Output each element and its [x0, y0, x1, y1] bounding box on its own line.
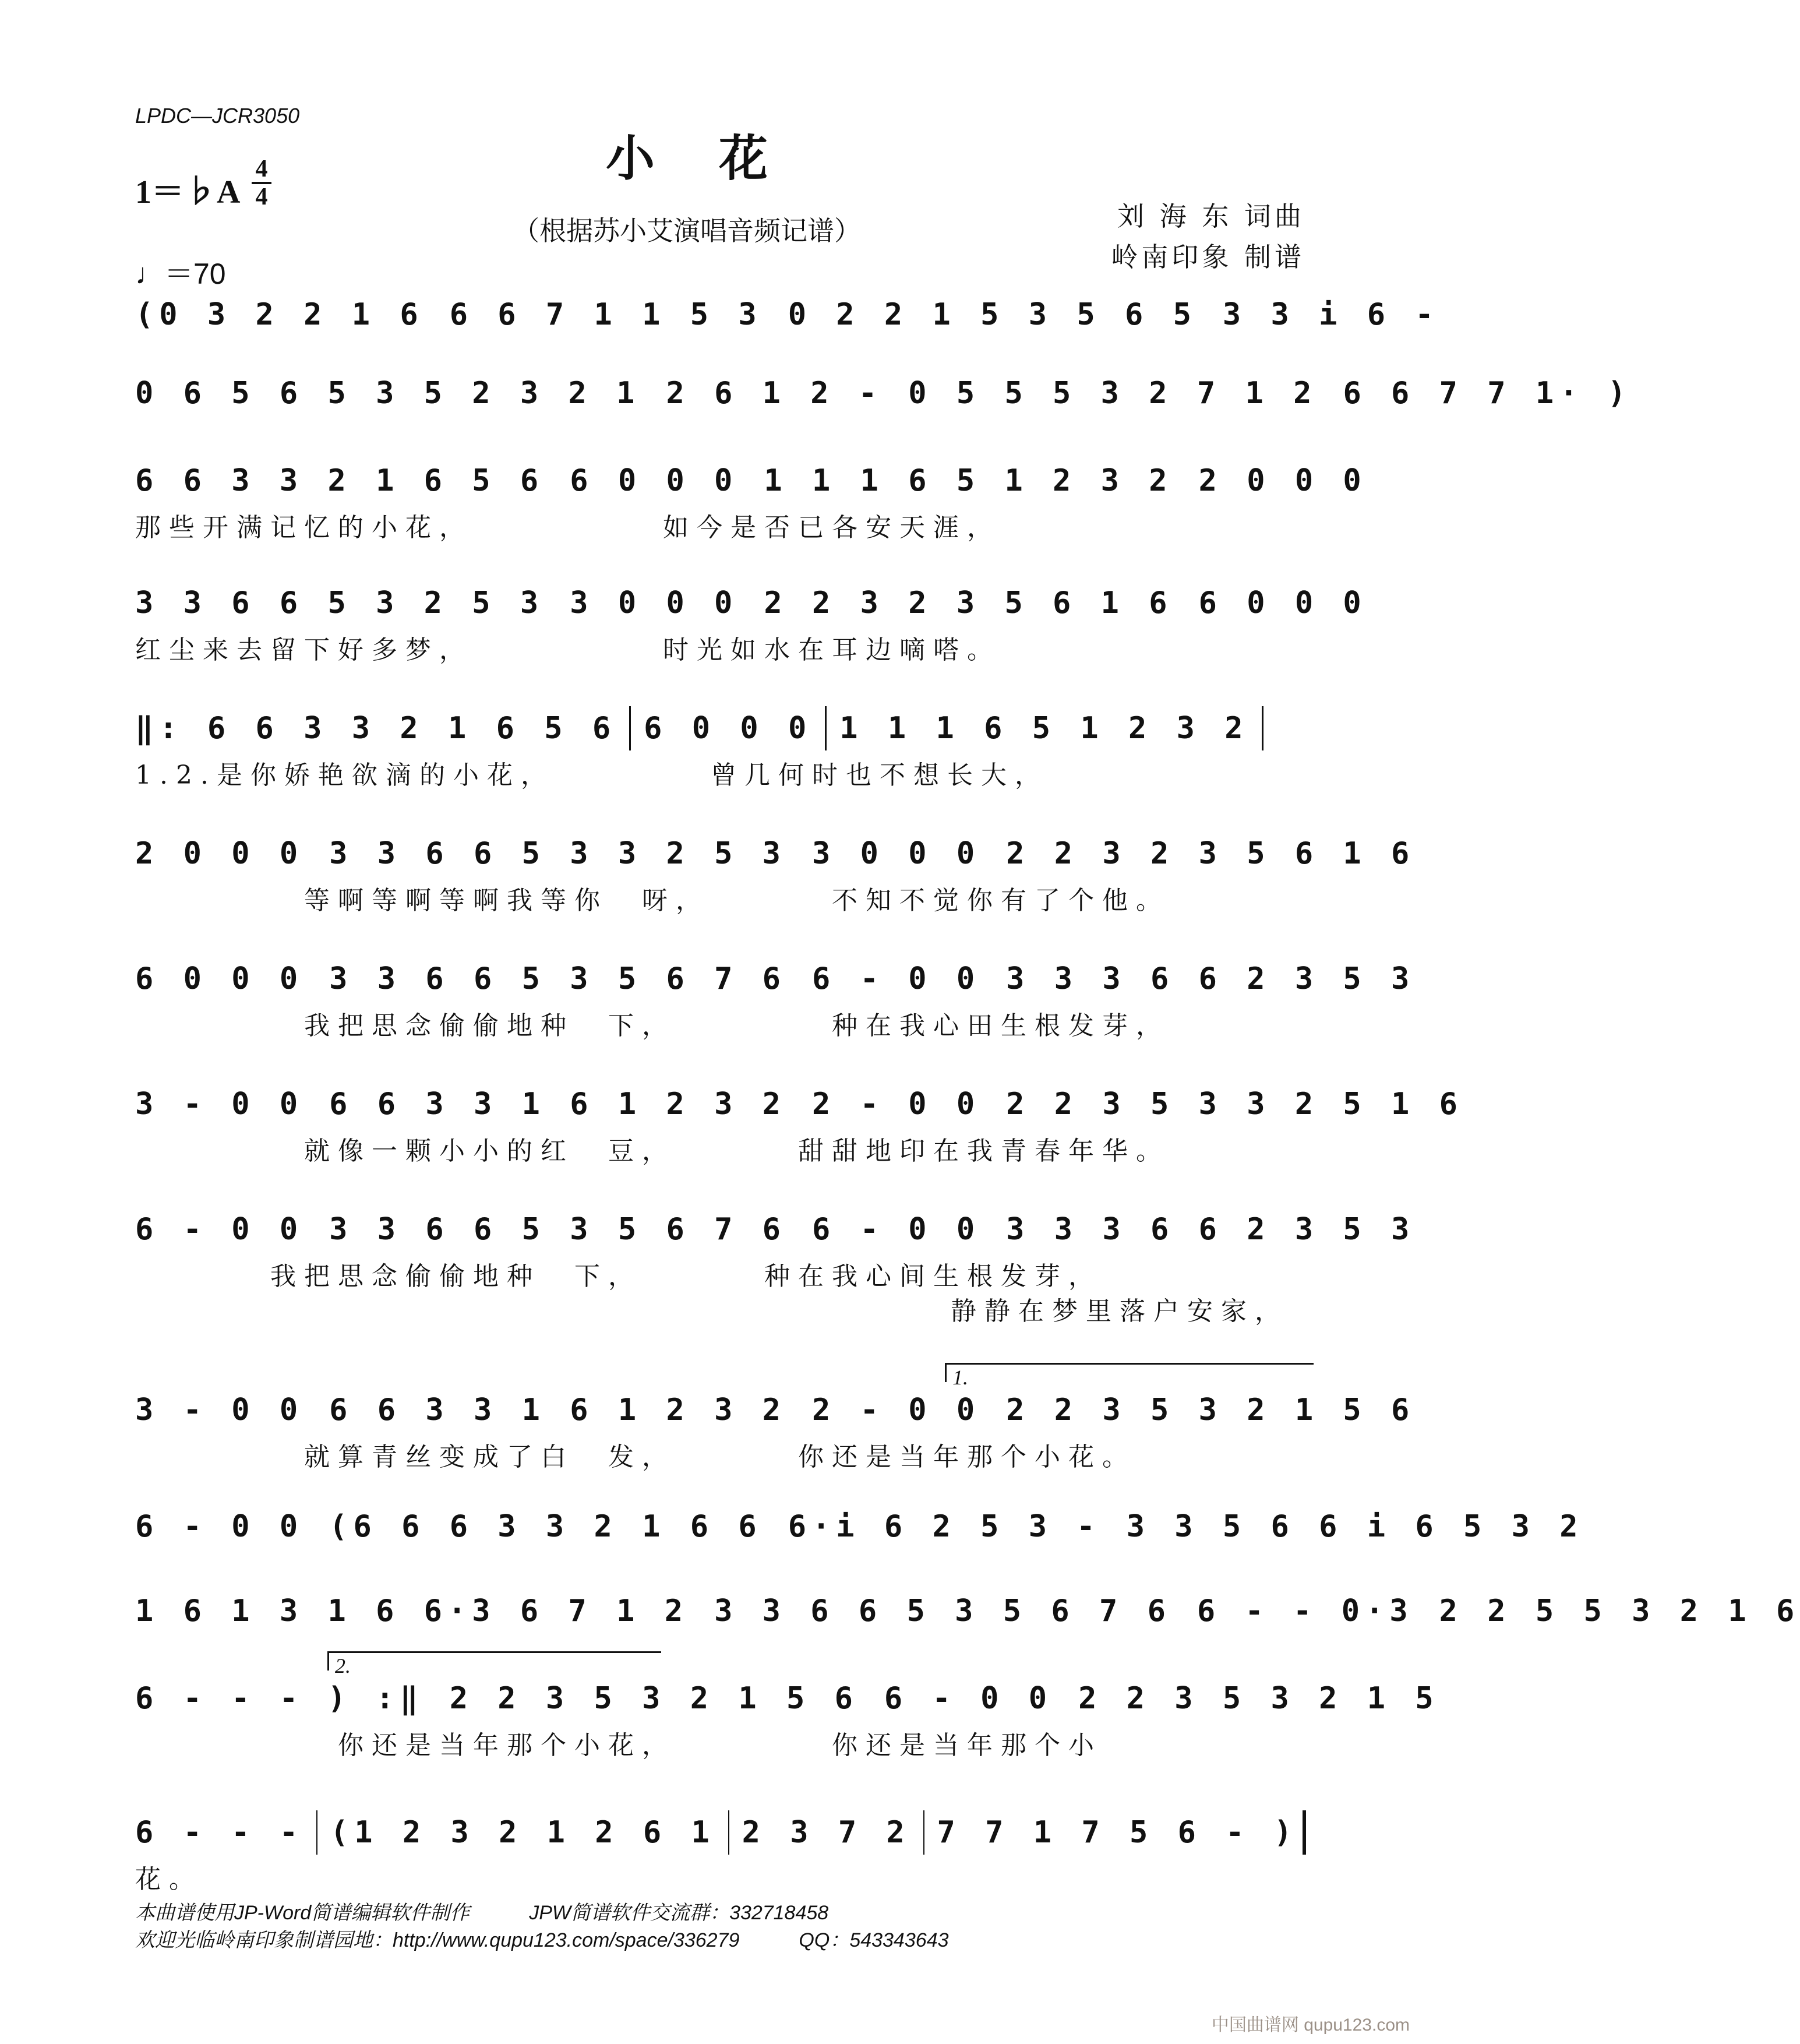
note-row — [135, 1390, 1416, 1430]
lyric-line: 红尘来去留下好多梦， 时光如水在耳边嘀嗒。 — [135, 635, 1001, 665]
measure: 6 - 0 0 — [135, 1212, 304, 1247]
barline — [1303, 1810, 1306, 1855]
measure: (1 2 3 2 1 2 6 1 — [330, 1815, 715, 1850]
measure: 3 - 0 0 — [135, 1393, 304, 1428]
lyric-line-alt: 静静在梦里落户安家， — [951, 1296, 1289, 1326]
staff-line — [135, 1654, 1439, 1762]
measure: 7 7 1 7 5 6 - ) — [937, 1815, 1298, 1850]
barline — [1262, 706, 1263, 750]
note-row — [135, 958, 1416, 999]
barline — [629, 706, 631, 750]
score-code: LPDC—JCR3050 — [135, 104, 300, 128]
measure: 6·i 6 2 5 3 - — [788, 1509, 1101, 1544]
measure: 2 2 3 2 3 5 6 1 6 — [1006, 836, 1416, 871]
measure: 3 3 3 6 6 2 3 5 3 — [1006, 1212, 1416, 1247]
staff-line — [135, 1366, 1416, 1474]
measure: 3 3 6 6 5 3 5 6 7 6 — [329, 1212, 786, 1247]
measure: 3 3 3 6 6 2 3 5 3 — [1006, 961, 1416, 996]
staff-line — [135, 708, 1306, 792]
staff-line — [135, 833, 1416, 917]
note-row — [135, 294, 1439, 335]
measure: 6 - 0 0 — [884, 1681, 1053, 1716]
measure: 6 0 0 0 — [570, 463, 739, 498]
lyric-line: 我把思念偷偷地种 下， 种在我心间生根发芽， — [135, 1261, 1102, 1291]
measure: 1 6 1 3 1 6 6·3 6 7 1 2 — [135, 1594, 689, 1629]
measure: 3 3 5 6 6 i 6 5 3 2 — [1126, 1509, 1584, 1544]
measure: 3 0 0 0 — [811, 836, 981, 871]
measure: 2 2 3 5 3 2 1 5 — [1078, 1681, 1439, 1716]
measure: ‖: 6 6 3 3 2 1 6 5 6 — [135, 711, 617, 746]
measure: 6 - 0 0 — [811, 961, 981, 996]
measure: 3 3 6 6 5 3 5 6 7 6 — [714, 1594, 1171, 1629]
measure: 3 3 i 6 - — [1222, 297, 1439, 332]
credit-lyricist-composer: 刘 海 东 词曲 — [1117, 200, 1305, 232]
time-signature — [252, 156, 271, 210]
measure: 6 0 0 0 — [135, 961, 304, 996]
measure: 2 0 0 0 — [135, 836, 304, 871]
measure: 2 2 3 2 3 5 6 1 6 — [764, 586, 1173, 621]
measure: 3 3 6 6 5 3 3 2 5 3 — [329, 836, 786, 871]
measure: 2 - 0 0 — [811, 1393, 981, 1428]
lyric-line: 花。 — [135, 1865, 203, 1894]
lyric-line: 你还是当年那个小花， 你还是当年那个小 — [135, 1731, 1102, 1760]
measure: (6 6 6 3 3 2 1 6 6 — [329, 1509, 763, 1544]
note-row — [135, 708, 1306, 749]
note-row — [135, 373, 1632, 414]
measure: 6 - - - ) :‖ — [135, 1681, 424, 1716]
measure: 2 2 3 5 3 3 2 5 1 6 — [1006, 1087, 1463, 1122]
note-row — [135, 583, 1367, 623]
measure: 6 6 3 3 1 6 1 2 3 2 — [329, 1393, 786, 1428]
measure: 6 6 7 1 1 5 3 — [449, 297, 763, 332]
measure: 6 - - 0·3 — [1197, 1594, 1414, 1629]
lyric-line: 就像一颗小小的红 豆， 甜甜地印在我青春年华。 — [135, 1136, 1170, 1166]
measure: 1 1 1 6 5 1 2 3 2 — [839, 711, 1249, 746]
measure: 0 5 5 5 3 2 7 1 2 — [908, 376, 1318, 411]
staff-line — [135, 1506, 1584, 1547]
volta-bracket: 1. — [945, 1363, 1314, 1382]
lyric-line: 等啊等啊等啊我等你 呀， 不知不觉你有了个他。 — [135, 886, 1170, 915]
measure: 2 2 5 5 3 2 1 6 — [1439, 1594, 1800, 1629]
measure: 3 3 6 6 5 3 2 5 3 — [135, 586, 545, 621]
lyric-line: 我把思念偷偷地种 下， 种在我心田生根发芽， — [135, 1011, 1170, 1041]
staff-line — [135, 1812, 1306, 1896]
song-title: 小花 — [606, 129, 832, 187]
measure: 2 - 0 0 — [811, 1087, 981, 1122]
staff-line — [135, 1084, 1463, 1168]
meter-bottom: 4 — [255, 184, 268, 210]
barline — [923, 1810, 924, 1855]
measure: 0 6 5 6 5 3 5 2 3 2 1 — [135, 376, 641, 411]
meter-top: 4 — [255, 156, 268, 182]
measure: 6 6 3 3 1 6 1 2 3 2 — [329, 1087, 786, 1122]
staff-line — [135, 958, 1416, 1042]
note-row — [135, 1084, 1463, 1125]
measure: 2 6 1 2 - — [666, 376, 883, 411]
measure: 2 3 7 2 — [742, 1815, 910, 1850]
note-row — [135, 833, 1416, 874]
key-signature: 1＝♭A — [135, 174, 241, 210]
measure: 6 - 0 0 — [135, 1509, 304, 1544]
tempo-marking: ♩＝70 — [135, 258, 226, 290]
measure: 3 0 0 0 — [570, 586, 739, 621]
measure: 6 6 3 3 2 1 6 5 6 — [135, 463, 545, 498]
credit-arranger: 岭南印象 制谱 — [1111, 241, 1305, 273]
volta-bracket: 2. — [327, 1651, 661, 1671]
note-row — [135, 1209, 1416, 1250]
lyric-line: 1.2.是你娇艳欲滴的小花， 曾几何时也不想长大， — [135, 760, 1049, 790]
measure: 0 2 2 1 5 3 5 6 5 — [788, 297, 1197, 332]
measure: 3 3 6 6 5 3 5 6 7 6 — [329, 961, 786, 996]
staff-line — [135, 1591, 1800, 1631]
measure: 6 6 7 7 1· ) — [1343, 376, 1632, 411]
measure: 2 0 0 0 — [1198, 463, 1367, 498]
measure: 3 - 0 0 — [135, 1087, 304, 1122]
measure: 6 0 0 0 — [644, 711, 813, 746]
barline — [316, 1810, 317, 1855]
staff-line — [135, 460, 1367, 544]
lyric-line: 就算青丝变成了白 发， 你还是当年那个小花。 — [135, 1442, 1136, 1472]
measure: 6 - - - — [135, 1815, 304, 1850]
note-row — [135, 1506, 1584, 1547]
note-row — [135, 1678, 1439, 1719]
measure: 2 2 3 5 3 2 1 5 6 — [449, 1681, 859, 1716]
subtitle: （根据苏小艾演唱音频记谱） — [513, 215, 861, 246]
staff-line — [135, 294, 1439, 335]
measure: 1 1 1 6 5 1 2 3 2 — [764, 463, 1173, 498]
footer-line-1: 本曲谱使用JP-Word简谱编辑软件制作 JPW简谱软件交流群：332718458 — [135, 1902, 829, 1924]
lyric-line: 那些开满记忆的小花， 如今是否已各安天涯， — [135, 513, 1001, 542]
barline — [825, 706, 827, 750]
measure: 2 2 3 5 3 2 1 5 6 — [1006, 1393, 1416, 1428]
barline — [728, 1810, 729, 1855]
footer-line-2: 欢迎光临岭南印象制谱园地：http://www.qupu123.com/space/336279 QQ：543343643 — [135, 1929, 949, 1951]
staff-line — [135, 583, 1367, 667]
measure: (0 3 2 2 1 6 — [135, 297, 424, 332]
note-row — [135, 1591, 1800, 1631]
note-row — [135, 460, 1367, 501]
measure: 6 - 0 0 — [811, 1212, 981, 1247]
note-row — [135, 1812, 1306, 1853]
site-watermark: 中国曲谱网 qupu123.com — [1211, 2015, 1410, 2035]
staff-line — [135, 373, 1632, 414]
measure: 6 0 0 0 — [1198, 586, 1367, 621]
staff-line — [135, 1209, 1416, 1328]
